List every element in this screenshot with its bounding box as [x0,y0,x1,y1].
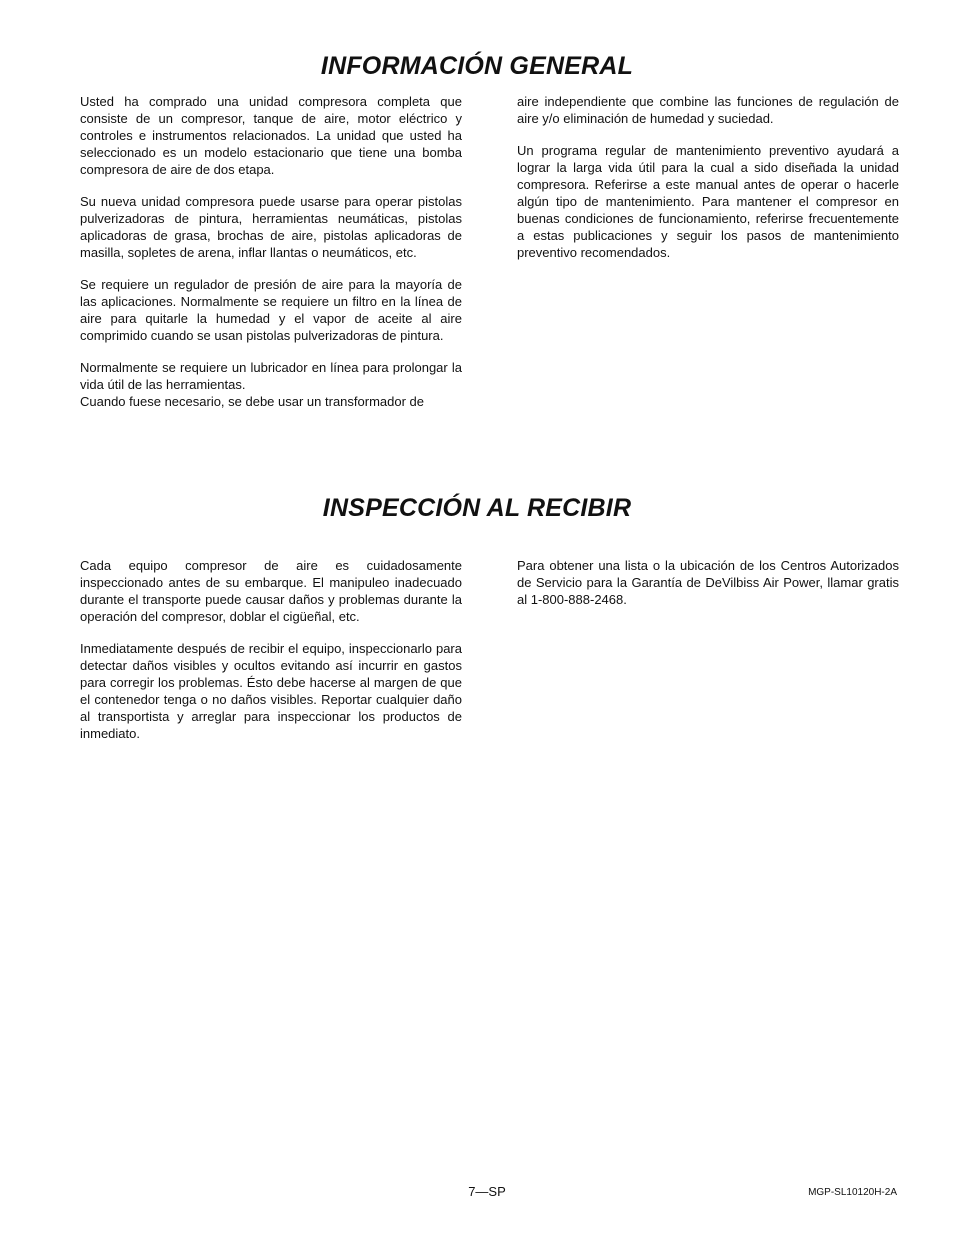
paragraph: Se requiere un regulador de presión de aire para la mayoría de las aplicaciones. Normalmente se requiere un filtro en la línea de aire para quitarle la humedad y el vapor de aceite al aire comprimido cuando se usan pistolas pulverizadoras de pintura. [80,277,462,343]
section1-left-column [80,93,462,410]
paragraph: Para obtener una lista o la ubicación de los Centros Autorizados de Servicio para la Garantía de DeVilbiss Air Power, llamar gratis al 1-800-888-2468. [517,558,899,607]
paragraph: Cuando fuese necesario, se debe usar un transformador de [80,394,424,409]
section-title-inspeccion-al-recibir: INSPECCIÓN AL RECIBIR [322,494,632,522]
paragraph: aire independiente que combine las funciones de regulación de aire y/o eliminación de humedad y suciedad. [517,94,899,126]
page-number: 7—SP [468,1184,506,1199]
section2-right-column [517,557,899,623]
paragraph: Cada equipo compresor de aire es cuidadosamente inspeccionado antes de su embarque. El manipuleo inadecuado durante el transporte puede causar daños y problemas durante la operación del compresor, doblar el cigüeñal, etc. [80,558,462,624]
paragraph: Normalmente se requiere un lubricador en línea para prolongar la vida útil de las herramientas. [80,360,462,392]
paragraph: Usted ha comprado una unidad compresora completa que consiste de un compresor, tanque de aire, motor eléctrico y controles e instrumentos relacionados. La unidad que usted ha seleccionado es un modelo estacionario que tiene una bomba compresora de aire de dos etapa. [80,94,462,177]
document-code: MGP-SL10120H-2A [808,1187,897,1198]
paragraph: Su nueva unidad compresora puede usarse para operar pistolas pulverizadoras de pintura, herramientas neumáticas, pistolas aplicadoras de grasa, brochas de aire, pistolas aplicadoras de masilla, sopletes de arena, inflar llantas o neumáticos, etc. [80,194,462,260]
paragraph: Un programa regular de mantenimiento preventivo ayudará a lograr la larga vida útil para la cual a sido diseñada la unidad compresora. Referirse a este manual antes de operar o hacerle algún tipo de mantenimiento. Para mantener el compresor en buenas condiciones de funcionamiento, referirse frecuentemente a estas publicaciones y seguir los pasos de mantenimiento preventivo recomendados. [517,143,899,260]
section2-left-column [80,557,462,757]
paragraph: Inmediatamente después de recibir el equipo, inspeccionarlo para detectar daños visibles y ocultos evitando así incurrir en gastos para corregir los problemas. Ésto debe hacerse al margen de que el contenedor tenga o no daños visibles. Reportar cualquier daño al transportista y arreglar para inspeccionar los productos de inmediato. [80,641,462,741]
section-title-informacion-general: INFORMACIÓN GENERAL [320,52,634,80]
section1-right-column [517,93,899,276]
